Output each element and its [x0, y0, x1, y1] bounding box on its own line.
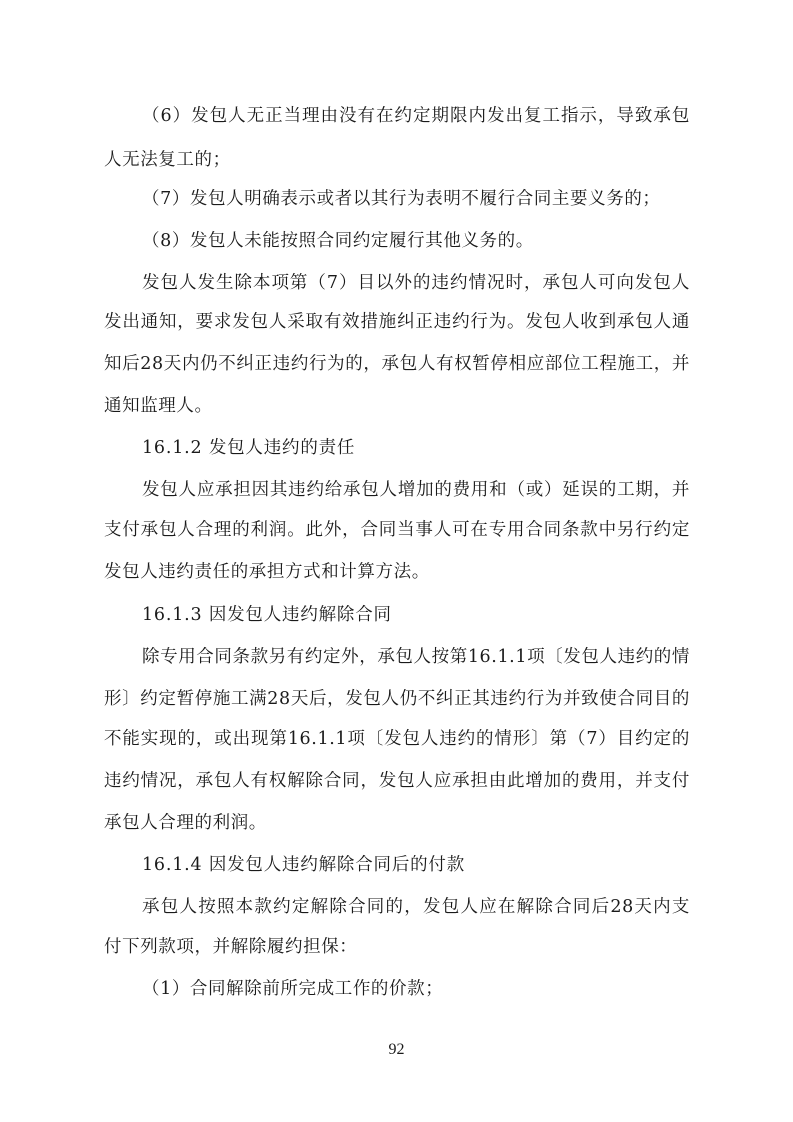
paragraph-2-line-2: 支付承包人合理的利润。此外，合同当事人可在专用合同条款中另行约定: [104, 520, 690, 540]
paragraph-1-line-1: 发包人发生除本项第（7）目以外的违约情况时，承包人可向发包人: [142, 273, 690, 293]
paragraph-3-line-4: 违约情况，承包人有权解除合同，发包人应承担由此增加的费用，并支付: [104, 771, 690, 791]
section-heading-16-1-2: 16.1.2 发包人违约的责任: [142, 438, 356, 458]
section-heading-16-1-3: 16.1.3 因发包人违约解除合同: [142, 605, 392, 625]
page-number: 92: [388, 1041, 405, 1058]
item-6-line-2: 人无法复工的；: [104, 150, 231, 170]
item-7: （7）发包人明确表示或者以其行为表明不履行合同主要义务的；: [142, 189, 661, 209]
paragraph-3-line-2: 形〕约定暂停施工满28天后，发包人仍不纠正其违约行为并致使合同目的: [104, 689, 690, 709]
paragraph-3-line-1: 除专用合同条款另有约定外，承包人按第16.1.1项〔发包人违约的情: [142, 647, 690, 667]
item-8: （8）发包人未能按照合同约定履行其他义务的。: [142, 231, 534, 251]
paragraph-1-line-3: 知后28天内仍不纠正违约行为的，承包人有权暂停相应部位工程施工，并: [104, 354, 690, 374]
paragraph-1-line-4: 通知监理人。: [104, 396, 213, 416]
paragraph-2-line-1: 发包人应承担因其违约给承包人增加的费用和（或）延误的工期，并: [142, 480, 690, 500]
paragraph-3-line-5: 承包人合理的利润。: [104, 813, 267, 833]
paragraph-1-line-2: 发出通知，要求发包人采取有效措施纠正违约行为。发包人收到承包人通: [104, 312, 690, 332]
item-6-line-1: （6）发包人无正当理由没有在约定期限内发出复工指示，导致承包: [142, 106, 690, 126]
paragraph-2-line-3: 发包人违约责任的承担方式和计算方法。: [104, 562, 430, 582]
paragraph-4-line-2: 付下列款项，并解除履约担保：: [104, 937, 358, 957]
paragraph-4-line-1: 承包人按照本款约定解除合同的，发包人应在解除合同后28天内支: [142, 897, 690, 917]
payment-item-1: （1）合同解除前所完成工作的价款；: [142, 979, 444, 999]
section-heading-16-1-4: 16.1.4 因发包人违约解除合同后的付款: [142, 855, 466, 875]
paragraph-3-line-3: 不能实现的，或出现第16.1.1项〔发包人违约的情形〕第（7）目约定的: [104, 729, 690, 749]
